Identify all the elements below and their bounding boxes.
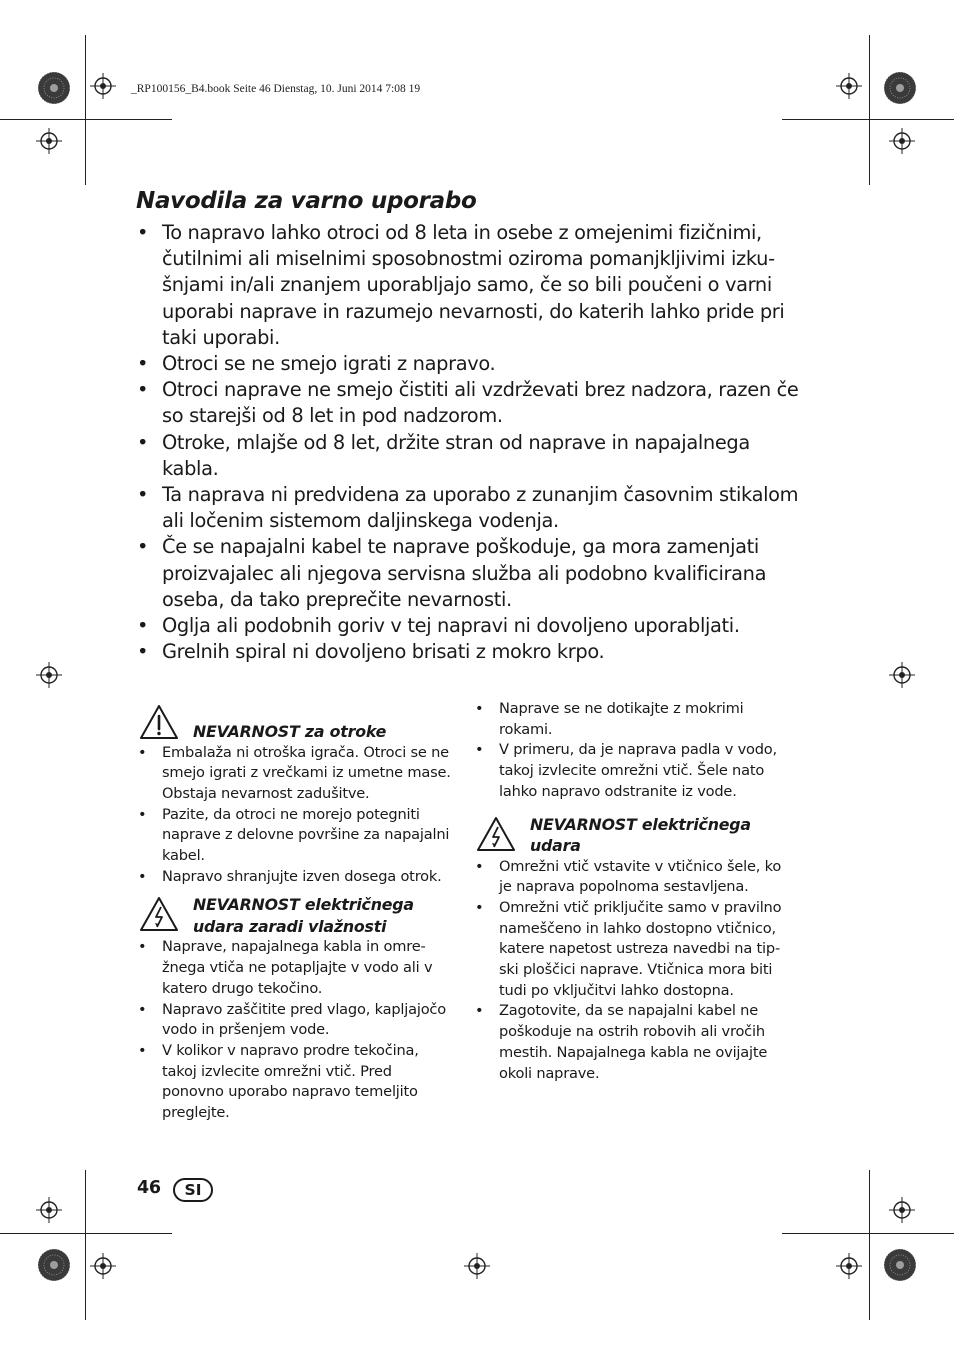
registration-mark-icon [889,1197,915,1223]
page-number: 46 [137,1178,161,1198]
list-item: • Omrežni vtič priključite samo v pravilno nameščeno in lahko dostopno vtičnico, katere napetost ustreza navedbi na tipski ploščici naprave. Vtičnica mora biti tudi po vključitvi lahko dostopna. [474,898,794,1002]
registration-mark-icon [836,73,862,99]
list-item: • Pazite, da otroci ne morejo potegniti naprave z delovne površine za napajalni kabel. [137,805,455,867]
print-rosette-icon [883,71,917,105]
right-column [474,699,794,1084]
registration-mark-icon [36,128,62,154]
warning-moisture [137,894,455,937]
registration-mark-icon [889,662,915,688]
registration-mark-icon [36,1197,62,1223]
list-item: • To napravo lahko otroci od 8 leta in osebe z omejenimi fizičnimi, čutilnimi ali miselnimi sposobnostmi oziroma pomanjkljivimi izkušnjami in/ali znanjem uporabljajo samo, če so bili poučeni o varni uporabi naprave in razumejo nevarnosti, do katerih lahko pride pri taki uporabi. [136,220,804,351]
list-item: • Otroke, mlajše od 8 let, držite stran od naprave in napajalnega kabla. [136,430,804,482]
registration-mark-icon [889,128,915,154]
print-rosette-icon [883,1248,917,1282]
safety-instructions-list [136,220,804,665]
warning-title: NEVARNOST za otroke [193,722,387,741]
print-rosette-icon [37,1248,71,1282]
list-item: • Grelnih spiral ni dovoljeno brisati z mokro krpo. [136,639,804,665]
registration-mark-icon [464,1253,490,1279]
registration-mark-icon [36,662,62,688]
list-item: • Embalaža ni otroška igrača. Otroci se ne smejo igrati z vrečkami iz umetne mase. Obstaja nevarnost zadušitve. [137,743,455,805]
warning-title: NEVARNOST električnega udara zaradi vlažnosti [193,895,414,936]
registration-mark-icon [90,73,116,99]
list-item: • Če se napajalni kabel te naprave poškoduje, ga mora zamenjati proizvajalec ali njegova servisna služba ali podobno kvalificirana oseba, da tako preprečite nevarnosti. [136,534,804,613]
list-item: • Omrežni vtič vstavite v vtičnico šele, ko je naprava popolnoma sestavljena. [474,857,794,898]
page-title: Navodila za varno uporabo [136,188,477,214]
registration-mark-icon [90,1253,116,1279]
warning-electric [474,814,794,857]
list-item: • V kolikor v napravo prodre tekočina, takoj izvlecite omrežni vtič. Pred ponovno uporabo napravo temeljito preglejte. [137,1041,455,1124]
warning-electric-list [474,857,794,1085]
language-badge: SI [173,1178,213,1202]
list-item: • Naprave se ne dotikajte z mokrimi rokami. [474,699,794,740]
print-rosette-icon [37,71,71,105]
list-item: • V primeru, da je naprava padla v vodo, takoj izvlecite omrežni vtič. Šele nato lahko napravo odstranite iz vode. [474,740,794,802]
list-item: • Napravo zaščitite pred vlago, kapljajočo vodo in pršenjem vode. [137,1000,455,1041]
warning-moisture-continued-list [474,699,794,803]
list-item: • Oglja ali podobnih goriv v tej napravi ni dovoljeno uporabljati. [136,613,804,639]
exclamation-warning-icon [139,704,179,740]
list-item: • Naprave, napajalnega kabla in omrežnega vtiča ne potapljajte v vodo ali v katero drugo tekočino. [137,937,455,999]
list-item: • Ta naprava ni predvidena za uporabo z zunanjim časovnim stikalom ali ločenim sistemom daljinskega vodenja. [136,482,804,534]
print-header: _RP100156_B4.book Seite 46 Dienstag, 10. Juni 2014 7:08 19 [131,83,421,95]
warning-moisture-list [137,937,455,1123]
list-item: • Zagotovite, da se napajalni kabel ne poškoduje na ostrih robovih ali vročih mestih. Napajalnega kabla ne ovijajte okoli naprave. [474,1001,794,1084]
warning-children [137,700,455,743]
electric-shock-warning-icon [139,896,179,932]
list-item: • Napravo shranjujte izven dosega otrok. [137,867,455,888]
registration-mark-icon [836,1253,862,1279]
list-item: • Otroci se ne smejo igrati z napravo. [136,351,804,377]
electric-shock-warning-icon [476,816,516,852]
left-column [137,700,455,1124]
warning-children-list [137,743,455,888]
list-item: • Otroci naprave ne smejo čistiti ali vzdrževati brez nadzora, razen če so starejši od 8 let in pod nadzorom. [136,377,804,429]
warning-title: NEVARNOST električnega udara [530,814,751,856]
